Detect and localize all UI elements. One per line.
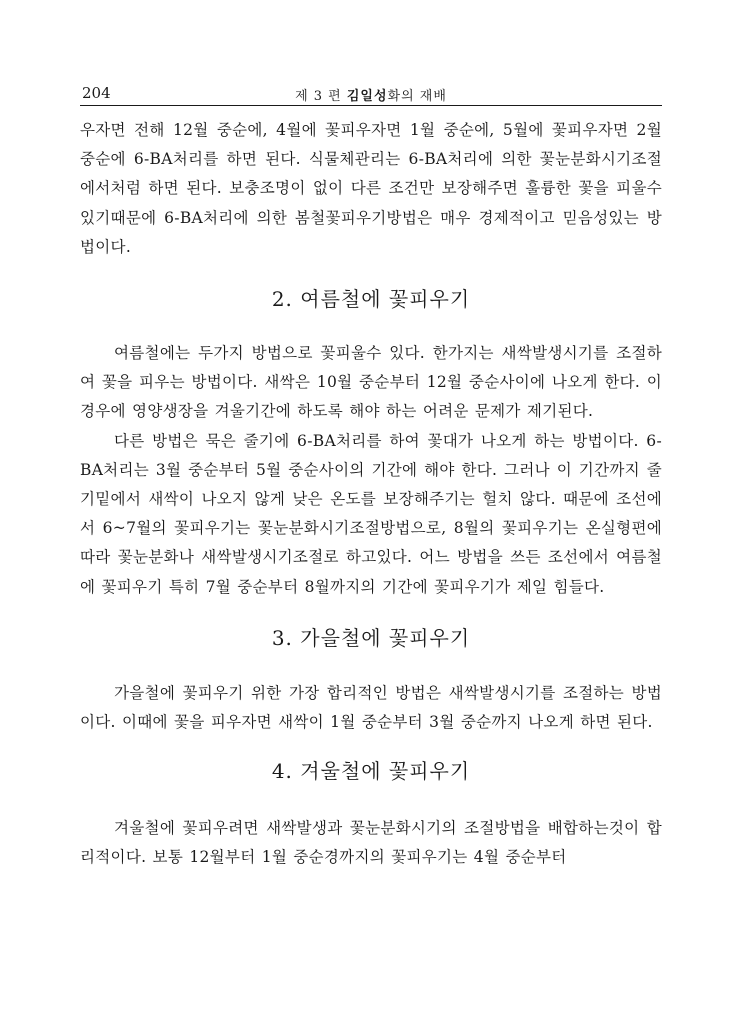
paragraph-2: 여름철에는 두가지 방법으로 꽃피울수 있다. 한가지는 새싹발생시기를 조절하여 꽃을 피우는 방법이다. 새싹은 10월 중순부터 12월 중순사이에 나오게 한다. 이 경우에 영양생장을 겨울기간에 하도록 해야 하는 어려운 문제가 제기된다. [80,344,662,421]
running-head-emphasis: 김일성 [346,89,388,104]
running-head-prefix: 제 3 편 [295,89,347,104]
page-number: 204 [82,84,111,102]
section-3-title: 3. 가을철에 꽃피우기 [271,625,471,650]
paragraph-1: 우자면 전해 12월 중순에, 4월에 꽃피우자면 1월 중순에, 5월에 꽃피우자면 2월 중순에 6-BA처리를 하면 된다. 식물체관리는 6-BA처리에 의한 꽃눈분화시기조절에서처럼 하면 된다. 보충조명이 없이 다른 조건만 보장해주면 훌륭한 꽃을 피울수 있기때문에 6-BA처리에 의한 봄철꽃피우기방법은 매우 경제적이고 믿음성있는 방법이다. [80,121,662,256]
page-body [80,116,662,873]
section-2-title: 2. 여름철에 꽃피우기 [271,287,471,311]
section-4-title: 4. 겨울철에 꽃피우기 [271,759,471,784]
running-head-suffix: 화의 재배 [387,89,447,104]
running-head [80,85,662,104]
paragraph-3: 다른 방법은 묵은 줄기에 6-BA처리를 하여 꽃대가 나오게 하는 방법이다. 6-BA처리는 3월 중순부터 5월 중순사이의 기간에 해야 한다. 그러나 이 기간까지 줄기밑에서 새싹이 나오지 않게 낮은 온도를 보장해주기는 헐치 않다. 때문에 조선에서 6~7월의 꽃피우기는 꽃눈분화시기조절방법으로, 8월의 꽃피우기는 온실형편에 따라 꽃눈분화나 새싹발생시기조절로 하고있다. 어느 방법을 쓰든 조선에서 여름철에 꽃피우기 특히 7월 중순부터 8월까지의 기간에 꽃피우기가 제일 힘들다. [80,431,662,596]
header-rule [80,105,662,106]
page-header [80,84,662,106]
paragraph-4: 가을철에 꽃피우기 위한 가장 합리적인 방법은 새싹발생시기를 조절하는 방법이다. 이때에 꽃을 피우자면 새싹이 1월 중순부터 3월 중순까지 나오게 하면 된다. [80,683,662,732]
paragraph-5: 겨울철에 꽃피우려면 새싹발생과 꽃눈분화시기의 조절방법을 배합하는것이 합리적이다. 보통 12월부터 1월 중순경까지의 꽃피우기는 4월 중순부터 [80,819,662,867]
